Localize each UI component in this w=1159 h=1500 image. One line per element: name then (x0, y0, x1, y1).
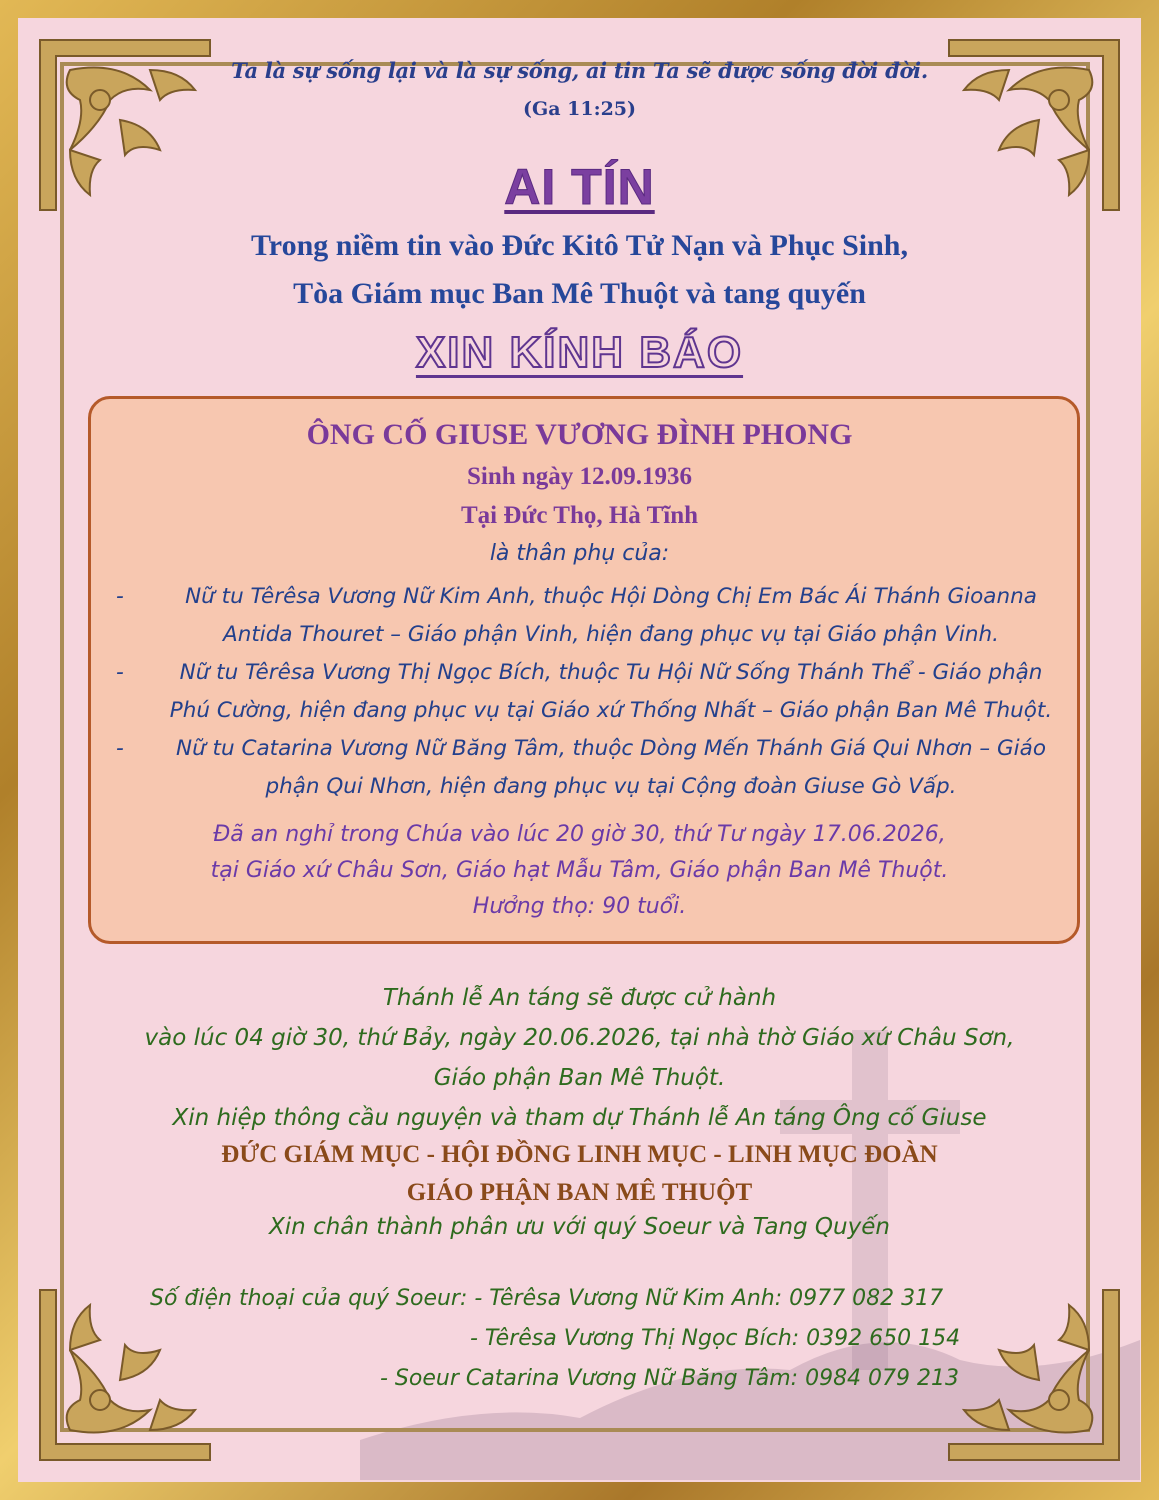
list-item-continued (108, 768, 1068, 806)
list-item-text: Antida Thouret – Giáo phận Vinh, hiện đang phục vụ tại Giáo phận Vinh. (222, 622, 999, 647)
intro-text (0, 222, 1159, 318)
repose-line-1: Đã an nghỉ trong Chúa vào lúc 20 giờ 30, thứ Tư ngày 17.06.2026, (213, 822, 946, 847)
announcement-heading (0, 328, 1159, 378)
organization-line-1: ĐỨC GIÁM MỤC - HỘI ĐỒNG LINH MỤC - LINH MỤC ĐOÀN (221, 1141, 938, 1168)
list-item (108, 578, 1068, 616)
birth-place: Tại Đức Thọ, Hà Tĩnh (460, 502, 699, 529)
scripture-verse: Ta là sự sống lại và là sự sống, ai tin Ta sẽ được sống đời đời. (231, 58, 928, 83)
phone-line-1: Số điện thoại của quý Soeur: - Têrêsa Vương Nữ Kim Anh: 0977 082 317 (150, 1286, 944, 1311)
list-item-text: Nữ tu Têrêsa Vương Thị Ngọc Bích, thuộc Tu Hội Nữ Sống Thánh Thể - Giáo phận (179, 660, 1043, 685)
list-item-continued (108, 616, 1068, 654)
list-item-text: Phú Cường, hiện đang phục vụ tại Giáo xứ Thống Nhất – Giáo phận Ban Mê Thuột. (169, 698, 1053, 723)
deceased-name: ÔNG CỐ GIUSE VƯƠNG ĐÌNH PHONG (306, 418, 853, 451)
phone-line-3: - Soeur Catarina Vương Nữ Băng Tâm: 0984 079 213 (380, 1366, 960, 1391)
organization-line-2: GIÁO PHẬN BAN MÊ THUỘT (406, 1179, 753, 1206)
relation-text: là thân phụ của: (489, 541, 670, 566)
children-list (108, 578, 1068, 806)
condolence-text: Xin chân thành phân ưu với quý Soeur và Tang Quyến (269, 1214, 890, 1240)
intro-line-1: Trong niềm tin vào Đức Kitô Tử Nạn và Phục Sinh, (251, 229, 908, 262)
funeral-mass-info (0, 978, 1159, 1138)
intro-line-2: Tòa Giám mục Ban Mê Thuột và tang quyến (293, 277, 866, 310)
list-dash: - (116, 660, 124, 685)
funeral-line-2: vào lúc 04 giờ 30, thứ Bảy, ngày 20.06.2026, tại nhà thờ Giáo xứ Châu Sơn, (144, 1025, 1015, 1051)
list-item (108, 730, 1068, 768)
funeral-line-1: Thánh lễ An táng sẽ được cử hành (382, 985, 777, 1011)
age-text: Hưởng thọ: 90 tuổi. (472, 894, 687, 919)
repose-line-2: tại Giáo xứ Châu Sơn, Giáo hạt Mẫu Tâm, Giáo phận Ban Mê Thuột. (210, 858, 949, 883)
list-item-text: phận Qui Nhơn, hiện đang phục vụ tại Cộng đoàn Giuse Gò Vấp. (265, 774, 957, 799)
funeral-line-3: Giáo phận Ban Mê Thuột. (433, 1065, 726, 1091)
list-dash: - (116, 584, 124, 609)
list-item-text: Nữ tu Catarina Vương Nữ Băng Tâm, thuộc Dòng Mến Thánh Giá Qui Nhơn – Giáo (176, 736, 1046, 761)
funeral-line-4: Xin hiệp thông cầu nguyện và tham dự Thánh lễ An táng Ông cố Giuse (172, 1105, 987, 1131)
scripture-reference: (Ga 11:25) (522, 98, 637, 120)
title-text: AI TÍN (504, 159, 655, 215)
list-item (108, 654, 1068, 692)
list-dash: - (116, 736, 124, 761)
page-title (0, 158, 1159, 216)
ornament-corner-icon (939, 1280, 1129, 1470)
list-item-continued (108, 692, 1068, 730)
organization-signature (0, 1136, 1159, 1212)
birth-date: Sinh ngày 12.09.1936 (466, 463, 693, 490)
phone-line-2: - Têrêsa Vương Thị Ngọc Bích: 0392 650 154 (470, 1326, 961, 1351)
list-item-text: Nữ tu Têrêsa Vương Nữ Kim Anh, thuộc Hội Dòng Chị Em Bác Ái Thánh Gioanna (185, 584, 1037, 609)
announcement-text: XIN KÍNH BÁO (415, 328, 744, 377)
repose-info (0, 817, 1159, 925)
